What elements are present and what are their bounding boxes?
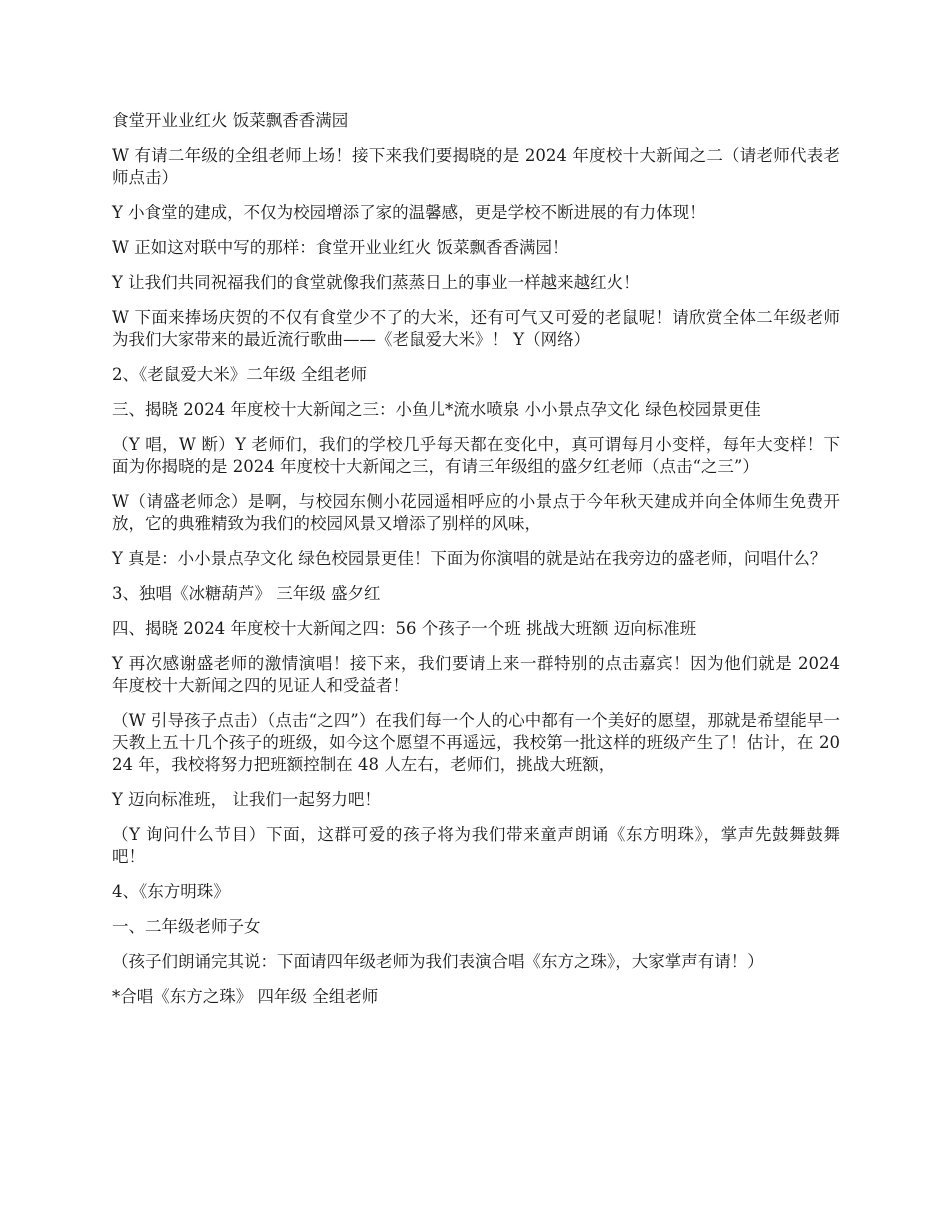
paragraph-17: （Y 询问什么节目）下面，这群可爱的孩子将为我们带来童声朗诵《东方明珠》，掌声先鼓舞鼓舞吧！: [112, 825, 840, 866]
paragraph-12: 3、独唱《冰糖葫芦》 三年级 盛夕红: [112, 584, 381, 603]
paragraph-2: W 有请二年级的全组老师上场！接下来我们要揭晓的是 2024 年度校十大新闻之二（请老师代表老师点击）: [112, 146, 840, 187]
paragraph-1: 食堂开业业红火 饭菜飘香香满园: [112, 111, 349, 130]
paragraph-18: 4、《东方明珠》: [112, 882, 230, 901]
paragraph-21: *合唱《东方之珠》 四年级 全组老师: [112, 987, 379, 1006]
paragraph-7: 2、《老鼠爱大米》二年级 全组老师: [112, 365, 367, 384]
paragraph-3: Y 小食堂的建成，不仅为校园增添了家的温馨感，更是学校不断进展的有力体现！: [112, 203, 706, 222]
paragraph-15: （W 引导孩子点击）（点击“之四”）在我们每一个人的心中都有一个美好的愿望，那就是希望能早一天教上五十几个孩子的班级，如今这个愿望不再遥远，我校第一批这样的班级产生了！估计，在 2024 年，我校将努力把班额控制在 48 人左右，老师们，挑战大班额，: [112, 711, 840, 774]
paragraph-8: 三、揭晓 2024 年度校十大新闻之三：小鱼儿*流水喷泉 小小景点孕文化 绿色校园景更佳: [112, 400, 761, 419]
paragraph-20: （孩子们朗诵完其说：下面请四年级老师为我们表演合唱《东方之珠》，大家掌声有请！）: [112, 952, 764, 971]
document-body: [112, 110, 840, 1021]
paragraph-5: Y 让我们共同祝福我们的食堂就像我们蒸蒸日上的事业一样越来越红火！: [112, 273, 640, 292]
paragraph-19: 一、二年级老师子女: [112, 917, 261, 936]
paragraph-4: W 正如这对联中写的那样：食堂开业业红火 饭菜飘香香满园！: [112, 238, 569, 257]
paragraph-10: W（请盛老师念）是啊，与校园东侧小花园遥相呼应的小景点于今年秋天建成并向全体师生免费开放，它的典雅精致为我们的校园风景又增添了别样的风味，: [112, 492, 840, 533]
paragraph-6: W 下面来捧场庆贺的不仅有食堂少不了的大米，还有可气又可爱的老鼠呢！请欣赏全体二年级老师为我们大家带来的最近流行歌曲——《老鼠爱大米》！ Y（网络）: [112, 308, 840, 349]
paragraph-11: Y 真是：小小景点孕文化 绿色校园景更佳！下面为你演唱的就是站在我旁边的盛老师，问唱什么？: [112, 549, 827, 568]
paragraph-13: 四、揭晓 2024 年度校十大新闻之四：56 个孩子一个班 挑战大班额 迈向标准班: [112, 619, 697, 638]
paragraph-16: Y 迈向标准班， 让我们一起努力吧！: [112, 790, 381, 809]
paragraph-14: Y 再次感谢盛老师的激情演唱！接下来，我们要请上来一群特别的点击嘉宾！因为他们就是 2024 年度校十大新闻之四的见证人和受益者！: [112, 654, 840, 695]
paragraph-9: （Y 唱，W 断）Y 老师们，我们的学校几乎每天都在变化中，真可谓每月小变样，每年大变样！下面为你揭晓的是 2024 年度校十大新闻之三，有请三年级组的盛夕红老师（点击“之三”）: [112, 435, 840, 476]
